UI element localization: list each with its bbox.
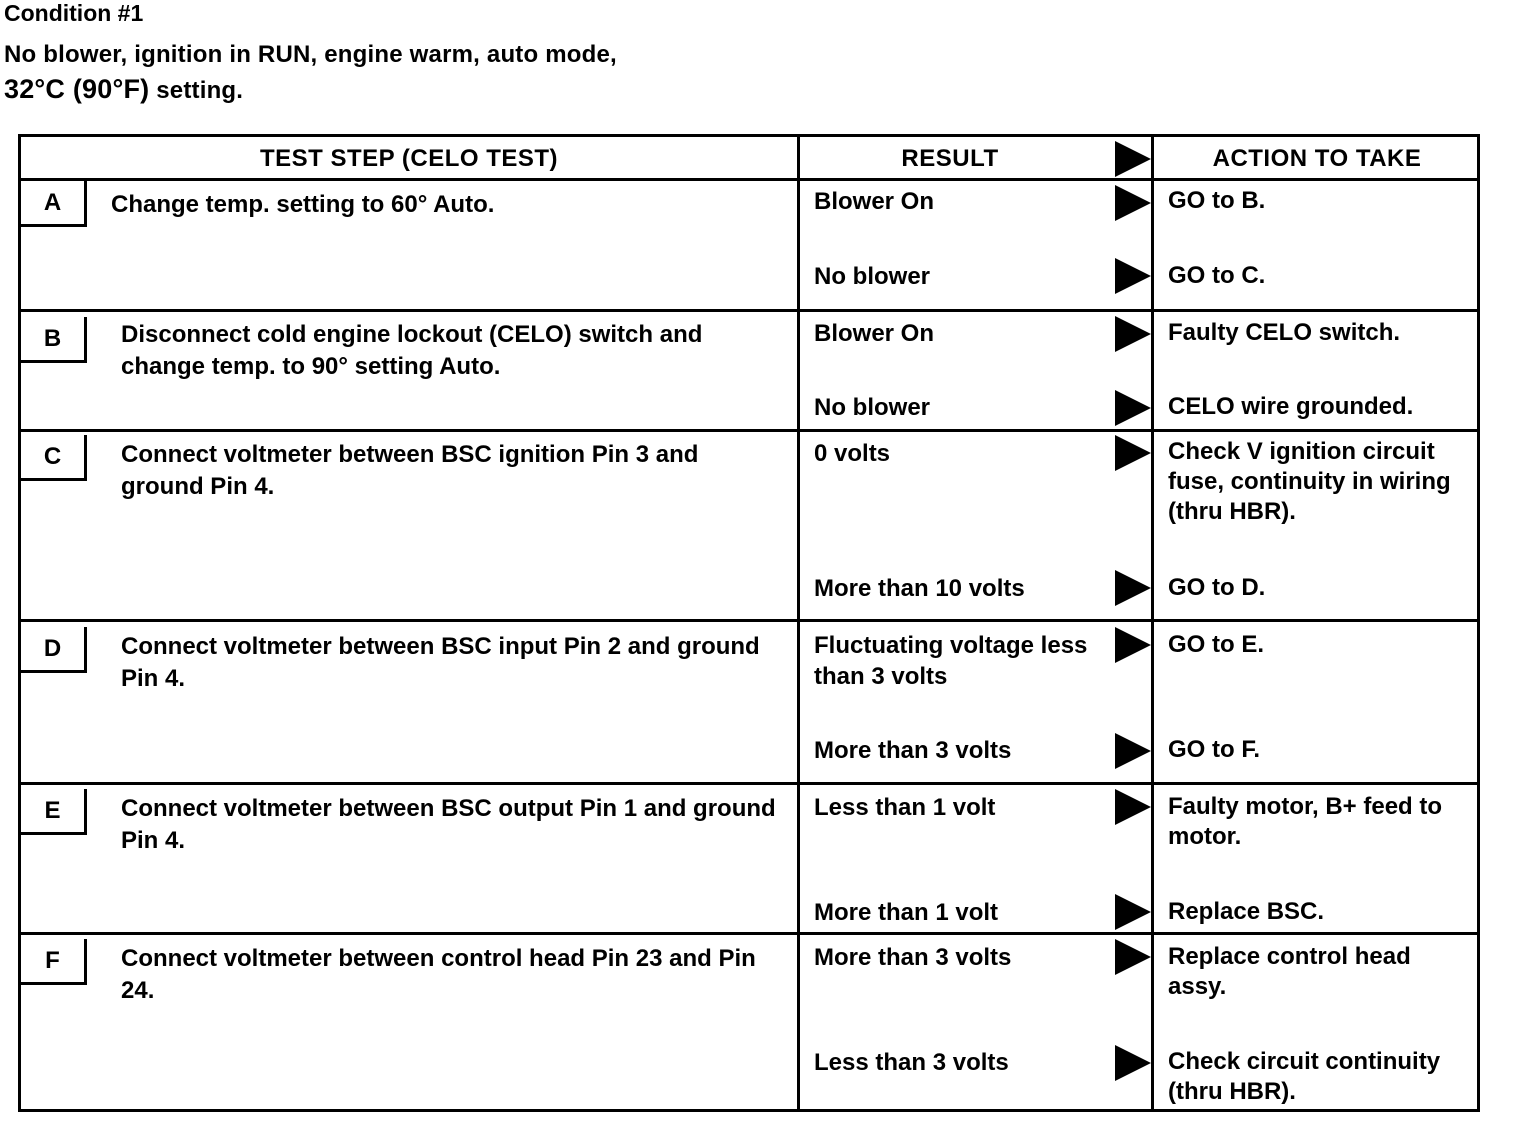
row-divider	[21, 178, 1477, 181]
action-text: Replace BSC.	[1168, 898, 1325, 925]
condition-description	[4, 38, 617, 108]
step-text: Connect voltmeter between control head Pin 23 and Pin 24.	[121, 945, 756, 1004]
step-text: Disconnect cold engine lockout (CELO) switch and change temp. to 90° setting Auto.	[121, 321, 703, 380]
result-text: Blower On	[814, 320, 935, 347]
step-letter: A	[21, 181, 87, 227]
result-text: Less than 1 volt	[814, 794, 996, 821]
row-divider	[21, 619, 1477, 622]
arrow-icon	[1115, 789, 1151, 825]
action-text: Faulty CELO switch.	[1168, 319, 1401, 346]
condition-line-2	[4, 72, 617, 108]
action-text: GO to F.	[1168, 736, 1260, 763]
condition-title: Condition #1	[4, 0, 144, 26]
column-divider	[1151, 137, 1154, 1109]
header-test-step: TEST STEP (CELO TEST)	[259, 145, 559, 172]
step-letter: E	[21, 789, 87, 835]
row-divider	[21, 429, 1477, 432]
arrow-icon	[1115, 570, 1151, 606]
result-text: More than 3 volts	[814, 944, 1012, 971]
result-text: Blower On	[814, 188, 935, 215]
arrow-icon	[1115, 390, 1151, 426]
arrow-icon	[1115, 258, 1151, 294]
action-text: Faulty motor, B+ feed to motor.	[1168, 793, 1443, 850]
action-text: GO to B.	[1168, 187, 1266, 214]
action-text: Check V ignition circuit fuse, continuity in wiring (thru HBR).	[1168, 438, 1451, 525]
result-text: 0 volts	[814, 440, 891, 467]
action-text: Replace control head assy.	[1168, 943, 1411, 1000]
action-text: GO to E.	[1168, 631, 1264, 658]
result-text: Less than 3 volts	[814, 1049, 1009, 1076]
result-text: No blower	[814, 263, 931, 290]
arrow-icon	[1115, 733, 1151, 769]
row-divider	[21, 309, 1477, 312]
column-divider	[797, 137, 800, 1109]
step-letter: C	[21, 435, 87, 481]
row-divider	[21, 932, 1477, 935]
action-text: CELO wire grounded.	[1168, 393, 1414, 420]
result-text: More than 3 volts	[814, 737, 1012, 764]
arrow-icon	[1115, 939, 1151, 975]
diagnostic-table	[18, 134, 1480, 1112]
header-result: RESULT	[901, 145, 999, 172]
step-letter: D	[21, 627, 87, 673]
arrow-icon	[1115, 435, 1151, 471]
action-text: Check circuit continuity (thru HBR).	[1168, 1048, 1441, 1105]
step-text: Change temp. setting to 60° Auto.	[111, 191, 495, 218]
result-text: More than 1 volt	[814, 899, 999, 926]
step-text: Connect voltmeter between BSC input Pin 2 and ground Pin 4.	[121, 633, 760, 692]
condition-line-1: No blower, ignition in RUN, engine warm, auto mode,	[4, 41, 617, 68]
arrow-icon	[1115, 141, 1151, 177]
arrow-icon	[1115, 894, 1151, 930]
action-text: GO to D.	[1168, 574, 1266, 601]
result-text: More than 10 volts	[814, 575, 1025, 602]
condition-setting-word: setting.	[156, 77, 244, 104]
step-letter: B	[21, 317, 87, 363]
result-text: Fluctuating voltage less than 3 volts	[814, 632, 1088, 690]
arrow-icon	[1115, 627, 1151, 663]
arrow-icon	[1115, 185, 1151, 221]
result-text: No blower	[814, 394, 931, 421]
step-letter: F	[21, 939, 87, 985]
condition-temperature: 32°C (90°F)	[4, 74, 150, 104]
step-text: Connect voltmeter between BSC ignition Pin 3 and ground Pin 4.	[121, 441, 699, 500]
step-text: Connect voltmeter between BSC output Pin 1 and ground Pin 4.	[121, 795, 776, 854]
action-text: GO to C.	[1168, 262, 1266, 289]
header-action: ACTION TO TAKE	[1212, 145, 1422, 172]
arrow-icon	[1115, 316, 1151, 352]
row-divider	[21, 782, 1477, 785]
arrow-icon	[1115, 1045, 1151, 1081]
